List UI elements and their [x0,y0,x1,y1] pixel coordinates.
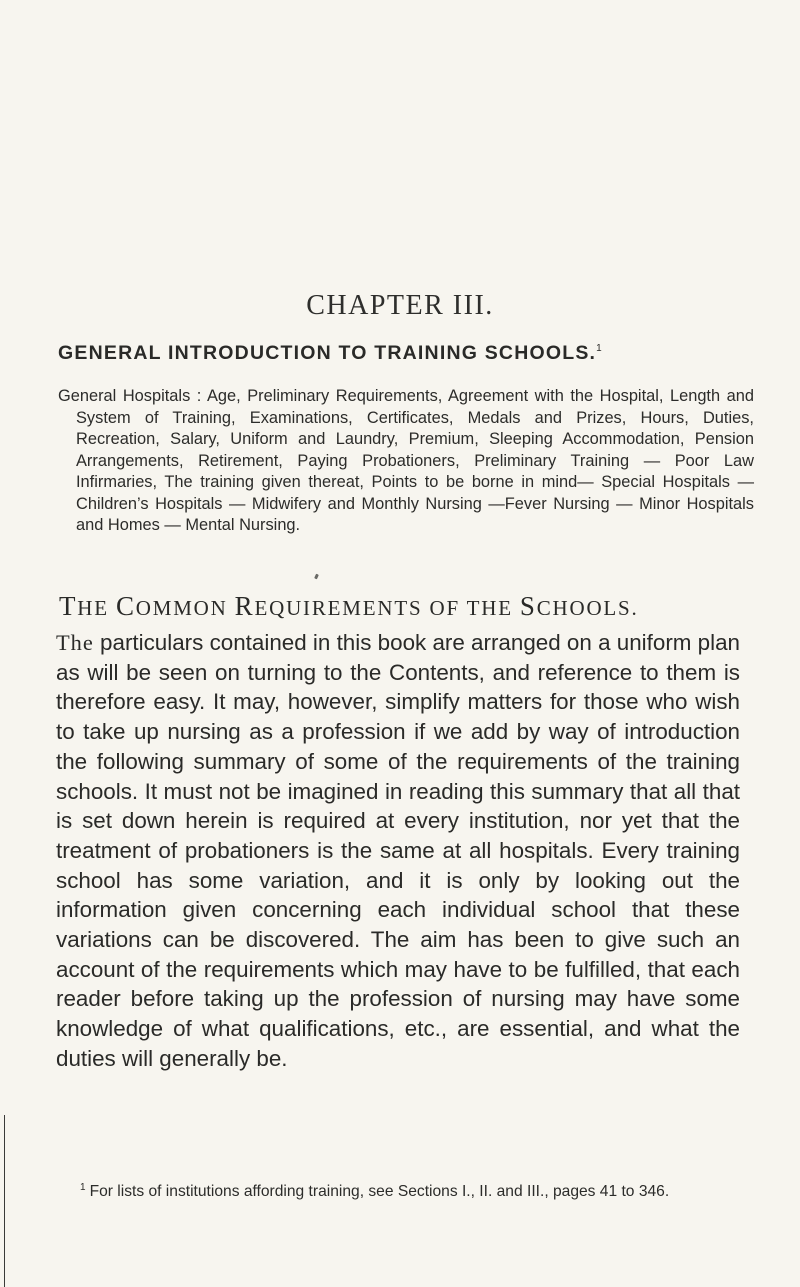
footnote-line [57,1177,747,1202]
chapter-summary: General Hospitals : Age, Preliminary Requirements, Agreement with the Hospital, Length and System of Training, Examinations, Certificates, Medals and Prizes, Hours, Duties, Recreation, Salary, Uniform and Laundry, Premium, Sleeping Accommodation, Pension Arrangements, Retirement, Paying Probationers, Preliminary Training — Poor Law Infirmaries, The training given thereat, Points to be borne in mind— Special Hospitals — Children’s Hospitals — Midwifery and Monthly Nursing —Fever Nursing — Minor Hospitals and Homes — Mental Nursing. [58,387,754,534]
heading-footnote-mark: 1 [596,343,602,354]
section-title-part: HE [77,596,116,620]
section-title-part: OMMON [135,596,235,620]
section-title-part: EQUIREMENTS OF THE [254,596,520,620]
chapter-title: CHAPTER III. [306,290,494,321]
section-title [59,591,749,622]
section-title-part: R [234,591,255,621]
scan-edge-line [4,1115,5,1287]
chapter-heading [58,342,758,365]
section-title-part: CHOOLS. [536,596,639,620]
footnote-mark: 1 [80,1182,86,1193]
footnote [57,1177,747,1202]
section-title-part: T [59,591,78,621]
body-paragraph [56,628,740,1074]
chapter-heading-text: GENERAL INTRODUCTION TO TRAINING SCHOOLS. [58,342,597,364]
paragraph-lead-word: The [56,630,94,655]
print-speck [314,574,319,580]
section-title-part: C [115,591,136,621]
section-title-part: S [519,591,537,621]
footnote-text: For lists of institutions affording training, see Sections I., II. and III., pages 41 to 346. [89,1183,670,1200]
paragraph-text: particulars contained in this book are arranged on a uniform plan as will be seen on turning to the Contents, and reference to them is therefore easy. It may, however, simplify matters for those who wish to take up nursing as a profession if we add by way of introduction the following summary of some of the requirements of the training schools. It must not be imagined in reading this summary that all that is set down herein is required at every institution, nor yet that the treatment of probationers is the same at all hospitals. Every training school has some variation, and it is only by looking out the information given concerning each individual school that these variations can be discovered. The aim has been to give such an account of the requirements which may have to be fulfilled, that each reader before taking up the profession of nursing may have some knowledge of what qualifications, etc., are essential, and what the duties will generally be. [56,630,740,1071]
